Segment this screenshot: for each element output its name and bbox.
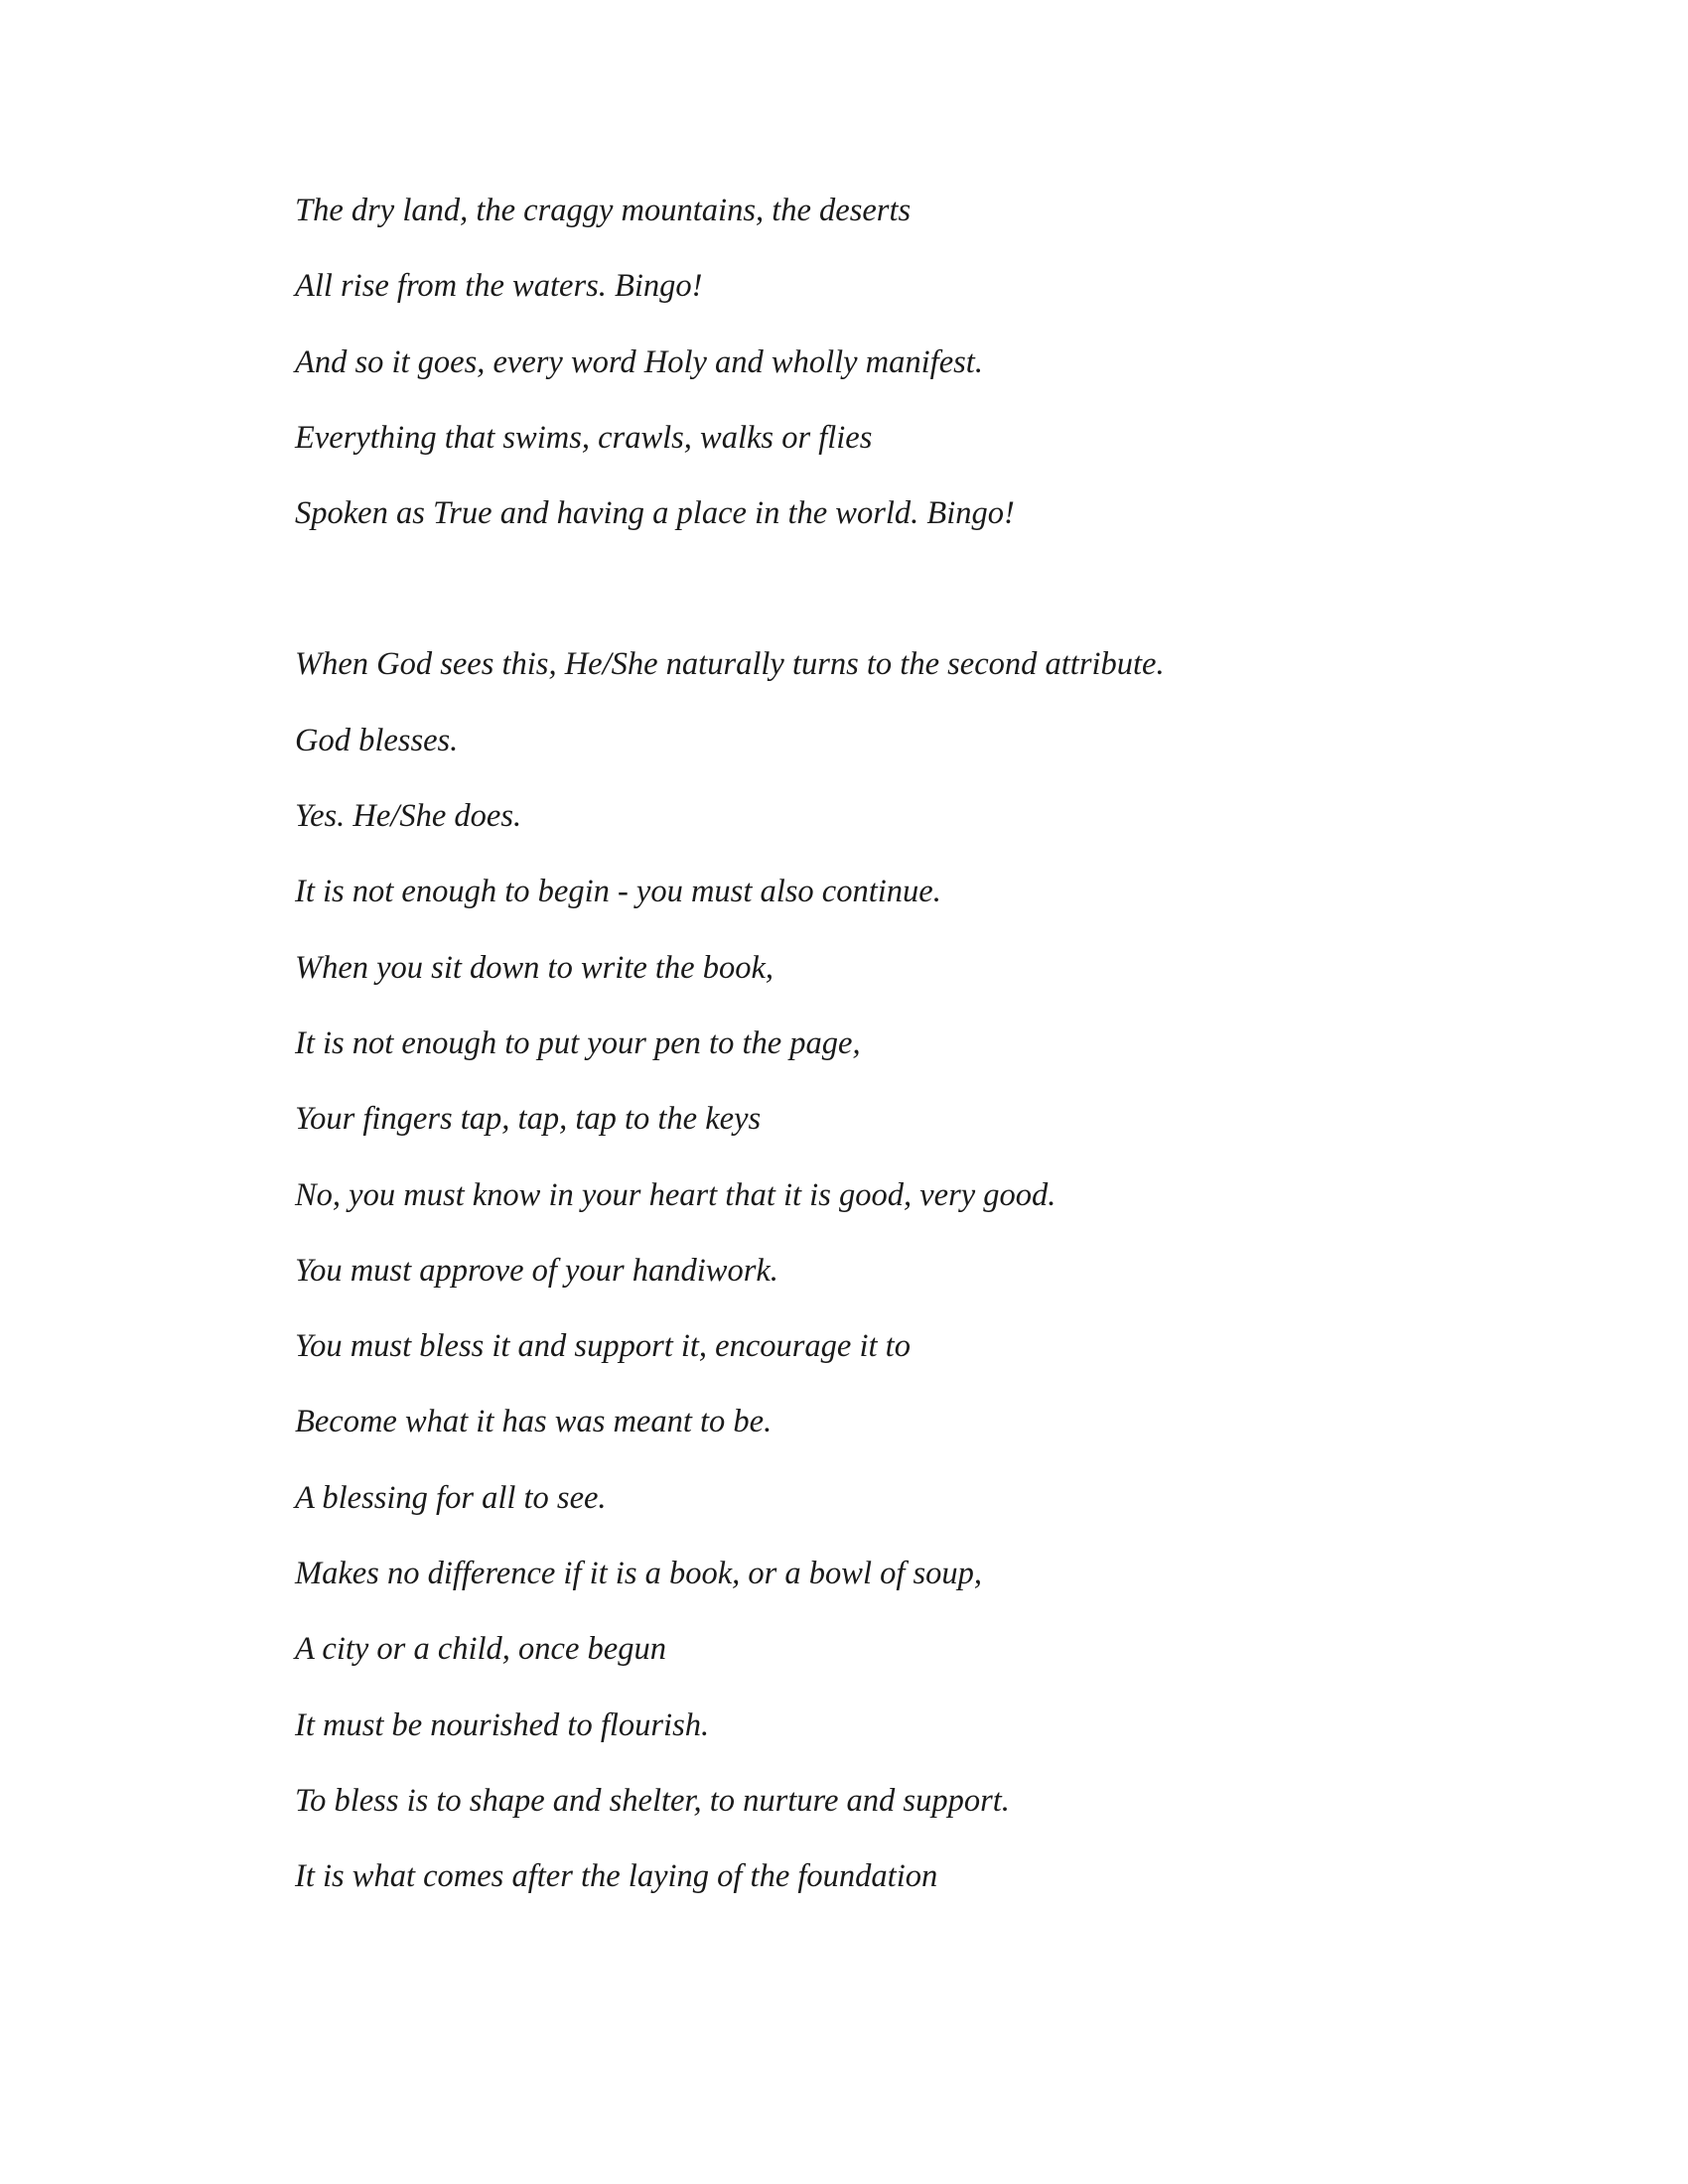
poem-line: Become what it has was meant to be. [295, 1404, 773, 1440]
poem-line: It is not enough to begin - you must also continue. [295, 874, 941, 910]
poem-line: The dry land, the craggy mountains, the deserts [295, 193, 912, 228]
poem-line: Your fingers tap, tap, tap to the keys [295, 1101, 762, 1138]
poem-line: A blessing for all to see. [295, 1479, 607, 1516]
poem-line: God blesses. [295, 722, 459, 758]
poem-line: It is what comes after the laying of the foundation [295, 1858, 938, 1895]
poem-line: To bless is to shape and shelter, to nurture and support. [295, 1782, 1010, 1819]
poem-line: When you sit down to write the book, [295, 949, 774, 986]
poem-line: You must approve of your handiwork. [295, 1252, 778, 1289]
poem-line: When God sees this, He/She naturally turns to the second attribute. [295, 646, 1165, 683]
poem-line: Makes no difference if it is a book, or a bowl of soup, [295, 1556, 983, 1592]
poem-line: And so it goes, every word Holy and wholly manifest. [295, 343, 983, 380]
poem-line: You must bless it and support it, encourage it to [295, 1328, 911, 1365]
stanza-2 [295, 646, 1586, 1934]
poem-line: A city or a child, once begun [295, 1631, 666, 1668]
poem-line: Spoken as True and having a place in the world. Bingo! [295, 495, 1015, 532]
poem-line: It must be nourished to flourish. [295, 1706, 710, 1743]
poem-line: Yes. He/She does. [295, 798, 522, 835]
poem-line: All rise from the waters. Bingo! [295, 268, 703, 305]
poem-line: Everything that swims, crawls, walks or flies [295, 419, 873, 456]
poem-line: It is not enough to put your pen to the page, [295, 1024, 861, 1061]
poem-body [295, 193, 1586, 1935]
stanza-1 [295, 193, 1586, 571]
poem-line: No, you must know in your heart that it is good, very good. [295, 1176, 1056, 1213]
